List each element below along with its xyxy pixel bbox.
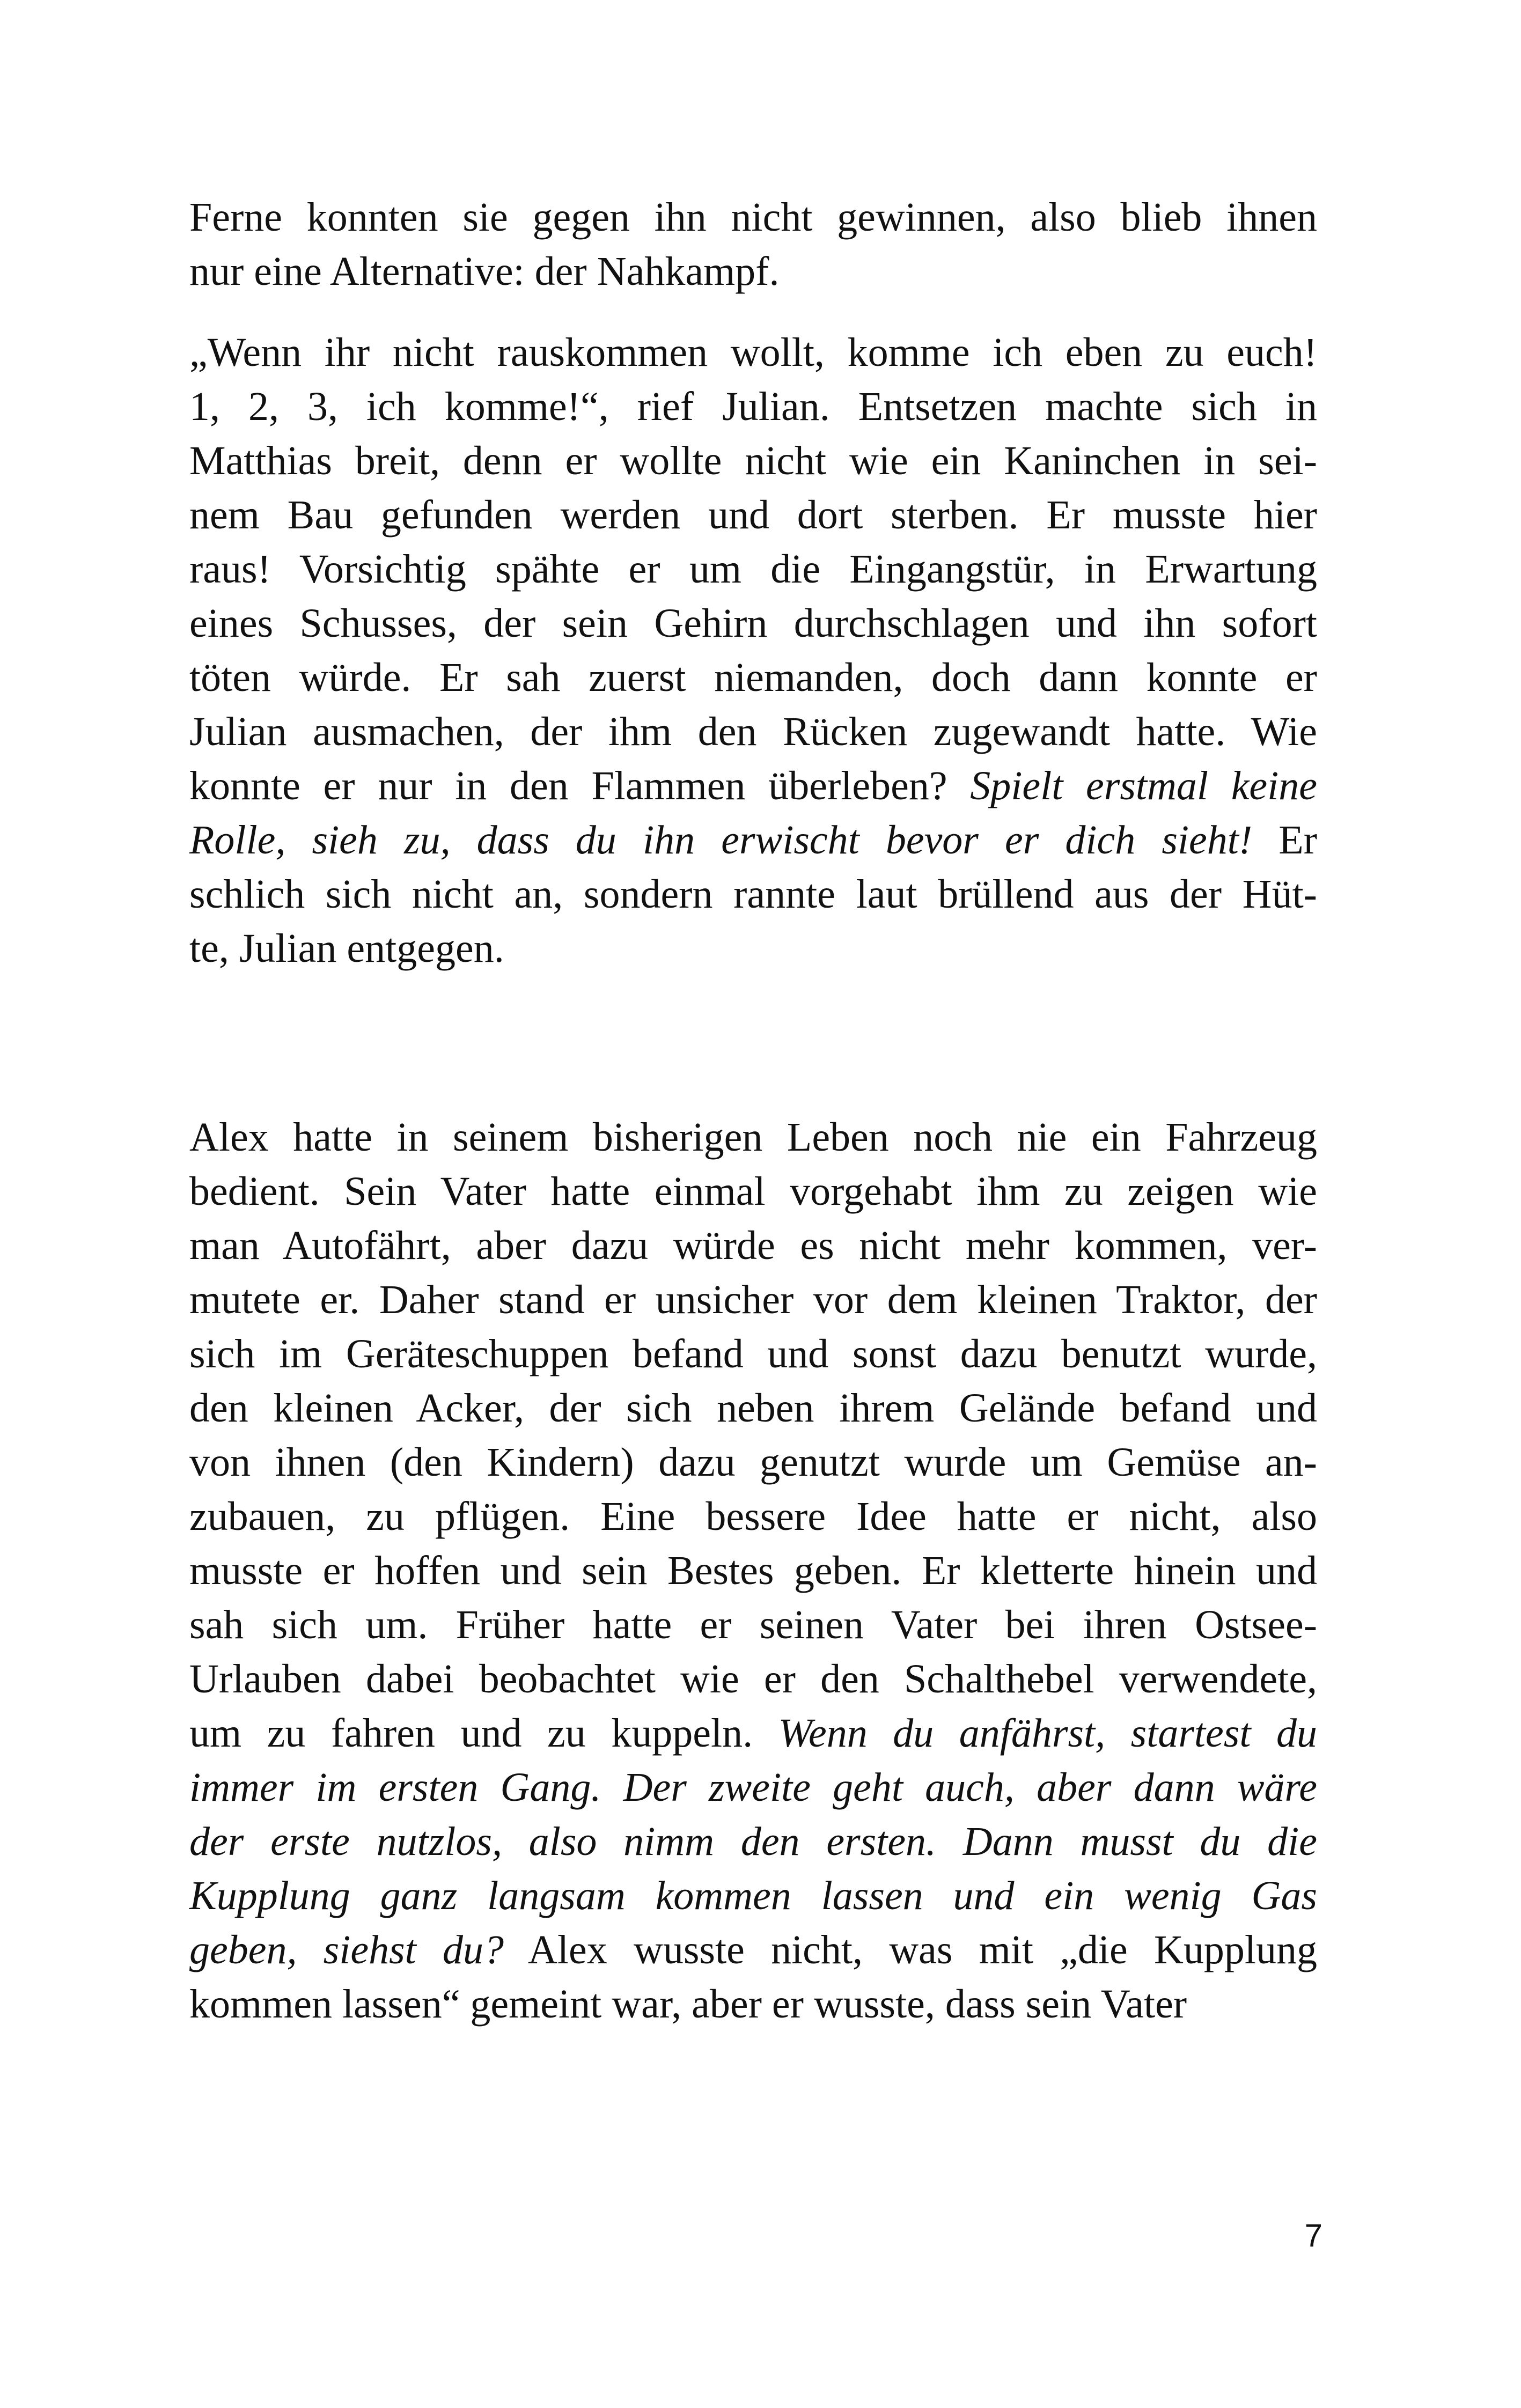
text-run: mutete er. Daher stand er unsicher vor dem kleinen Traktor, der [189, 1277, 1317, 1322]
text-run: musste er hoffen und sein Bestes geben. Er kletterte hinein und [189, 1548, 1317, 1593]
text-run: den kleinen Acker, der sich neben ihrem Gelände befand und [189, 1386, 1317, 1431]
text-run: raus! Vorsichtig spähte er um die Eingangstür, in Erwartung [189, 547, 1317, 592]
text-line [189, 651, 1317, 704]
italic-text: der erste nutzlos, also nimm den ersten. Dann musst du die [189, 1819, 1317, 1864]
text-line [189, 380, 1317, 433]
italic-text: geben, siehst du? [189, 1927, 504, 1972]
italic-text: Wenn du anfährst, startest du [778, 1711, 1317, 1756]
text-run: sich im Geräteschuppen befand und sonst dazu benutzt wurde, [189, 1331, 1317, 1376]
text-run: Julian ausmachen, der ihm den Rücken zugewandt hatte. Wie [189, 709, 1317, 754]
text-run: 1, 2, 3, ich komme!“, rief Julian. Entsetzen machte sich in [189, 384, 1317, 429]
text-line [189, 1219, 1317, 1272]
italic-text: Spielt erstmal keine [970, 763, 1318, 808]
text-run: schlich sich nicht an, sondern rannte laut brüllend aus der Hüt- [189, 872, 1317, 917]
text-run: Alex hatte in seinem bisherigen Leben noch nie ein Fahrzeug [189, 1115, 1317, 1160]
text-line [189, 1165, 1317, 1218]
text-line [189, 759, 1317, 813]
text-line [189, 542, 1317, 596]
text-line [189, 326, 1317, 379]
page-number: 7 [1304, 2218, 1322, 2254]
text-run: Matthias breit, denn er wollte nicht wie ein Kaninchen in sei- [189, 438, 1317, 483]
text-line [189, 867, 1317, 921]
text-run: kommen lassen“ gemeint war, aber er wusste, dass sein Vater [189, 1982, 1187, 2027]
text-run: Alex wusste nicht, was mit „die Kupplung [504, 1927, 1317, 1972]
text-line [189, 434, 1317, 488]
text-run: Er [1252, 818, 1317, 863]
italic-text: Rolle, sieh zu, dass du ihn erwischt bevor er dich sieht! [189, 818, 1253, 863]
text-line [189, 1977, 1317, 2031]
text-line [189, 1652, 1317, 1706]
text-line [189, 597, 1317, 650]
text-line [189, 705, 1317, 759]
text-line [189, 1544, 1317, 1597]
text-line [189, 1435, 1317, 1489]
text-run: te, Julian entgegen. [189, 926, 504, 971]
text-line [189, 1381, 1317, 1435]
text-line [189, 1598, 1317, 1652]
text-run: nem Bau gefunden werden und dort sterben. Er musste hier [189, 492, 1317, 537]
text-run: eines Schusses, der sein Gehirn durchschlagen und ihn sofort [189, 601, 1317, 646]
text-line [189, 488, 1317, 542]
text-line [189, 190, 1317, 244]
text-line [189, 1327, 1317, 1381]
text-run: bedient. Sein Vater hatte einmal vorgehabt ihm zu zeigen wie [189, 1169, 1317, 1214]
italic-text: Kupplung ganz langsam kommen lassen und ein wenig Gas [189, 1873, 1317, 1918]
text-line [189, 1273, 1317, 1327]
text-run: man Autofährt, aber dazu würde es nicht mehr kommen, ver- [189, 1223, 1317, 1268]
text-line [189, 1761, 1317, 1814]
text-run: um zu fahren und zu kuppeln. [189, 1711, 778, 1756]
text-line [189, 1923, 1317, 1977]
text-line [189, 1490, 1317, 1543]
text-line [189, 1869, 1317, 1923]
text-line [189, 245, 1317, 298]
text-line [189, 813, 1317, 867]
text-run: sah sich um. Früher hatte er seinen Vater bei ihren Ostsee- [189, 1602, 1317, 1647]
text-line [189, 1706, 1317, 1760]
italic-text: immer im ersten Gang. Der zweite geht auch, aber dann wäre [189, 1765, 1317, 1810]
text-run: Ferne konnten sie gegen ihn nicht gewinnen, also blieb ihnen [189, 195, 1317, 240]
text-run: töten würde. Er sah zuerst niemanden, doch dann konnte er [189, 655, 1317, 700]
text-run: „Wenn ihr nicht rauskommen wollt, komme ich eben zu euch! [189, 330, 1317, 375]
text-line [189, 922, 1317, 975]
text-run: Urlauben dabei beobachtet wie er den Schalthebel verwendete, [189, 1656, 1317, 1702]
text-run: zubauen, zu pflügen. Eine bessere Idee hatte er nicht, also [189, 1494, 1317, 1539]
text-run: von ihnen (den Kindern) dazu genutzt wurde um Gemüse an- [189, 1440, 1317, 1485]
text-line [189, 1110, 1317, 1164]
text-run: konnte er nur in den Flammen überleben? [189, 763, 971, 808]
text-run: nur eine Alternative: der Nahkampf. [189, 249, 780, 294]
text-line [189, 1815, 1317, 1868]
